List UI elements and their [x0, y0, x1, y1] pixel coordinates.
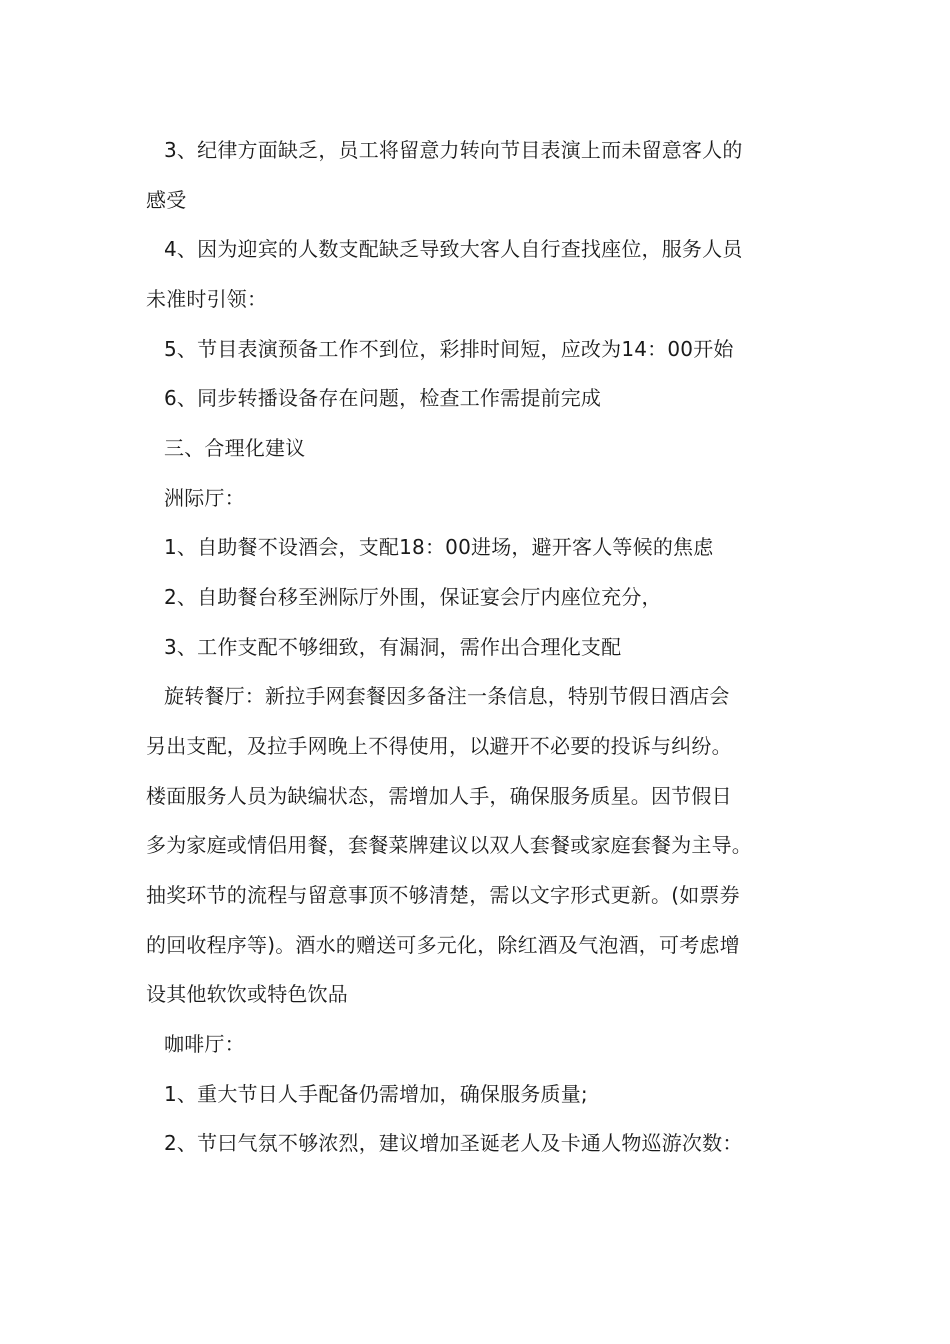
paragraph-line: 2、节曰气氛不够浓烈，建议增加圣诞老人及卡通人物巡游次数：	[164, 1131, 743, 1155]
paragraph-line: 3、纪律方面缺乏，员工将留意力转向节目表演上而未留意客人的	[164, 138, 743, 162]
paragraph-line: 6、同步转播设备存在问题，检查工作需提前完成	[164, 386, 602, 410]
paragraph-line: 设其他软饮或特色饮品	[146, 982, 348, 1006]
paragraph-line: 4、因为迎宾的人数支配缺乏导致大客人自行查找座位，服务人员	[164, 237, 743, 261]
paragraph-line: 3、工作支配不够细致，有漏洞，需作出合理化支配	[164, 635, 622, 659]
paragraph-line: 感受	[146, 188, 187, 212]
paragraph-line: 2、自助餐台移至洲际厅外围，保证宴会厅内座位充分，	[164, 585, 662, 609]
paragraph-line: 楼面服务人员为缺编状态，需增加人手，确保服务质星。因节假日	[146, 784, 732, 808]
paragraph-line: 5、节目表演预备工作不到位，彩排时间短，应改为14：00开始	[164, 337, 734, 361]
subsection-heading: 洲际厅：	[164, 486, 245, 510]
paragraph-line: 未准时引领：	[146, 287, 268, 311]
paragraph-line: 1、自助餐不设酒会，支配18：00进场，避开客人等候的焦虑	[164, 535, 714, 559]
paragraph-line: 1、重大节日人手配备仍需增加，确保服务质量;	[164, 1082, 588, 1106]
paragraph-line: 旋转餐厅：新拉手网套餐因多备注一条信息，特别节假日酒店会	[164, 684, 730, 708]
paragraph-line: 抽奖环节的流程与留意事顶不够清楚，需以文字形式更新。(如票券	[146, 883, 740, 907]
paragraph-line: 另出支配，及拉手网晚上不得使用，以避开不必要的投诉与纠纷。	[146, 734, 732, 758]
paragraph-line: 多为家庭或情侣用餐，套餐菜牌建议以双人套餐或家庭套餐为主导。	[146, 833, 752, 857]
section-heading: 三、合理化建议	[164, 436, 306, 460]
paragraph-line: 的回收程序等)。酒水的赠送可多元化，除红酒及气泡酒，可考虑增	[146, 933, 740, 957]
subsection-heading: 咖啡厅：	[164, 1032, 245, 1056]
